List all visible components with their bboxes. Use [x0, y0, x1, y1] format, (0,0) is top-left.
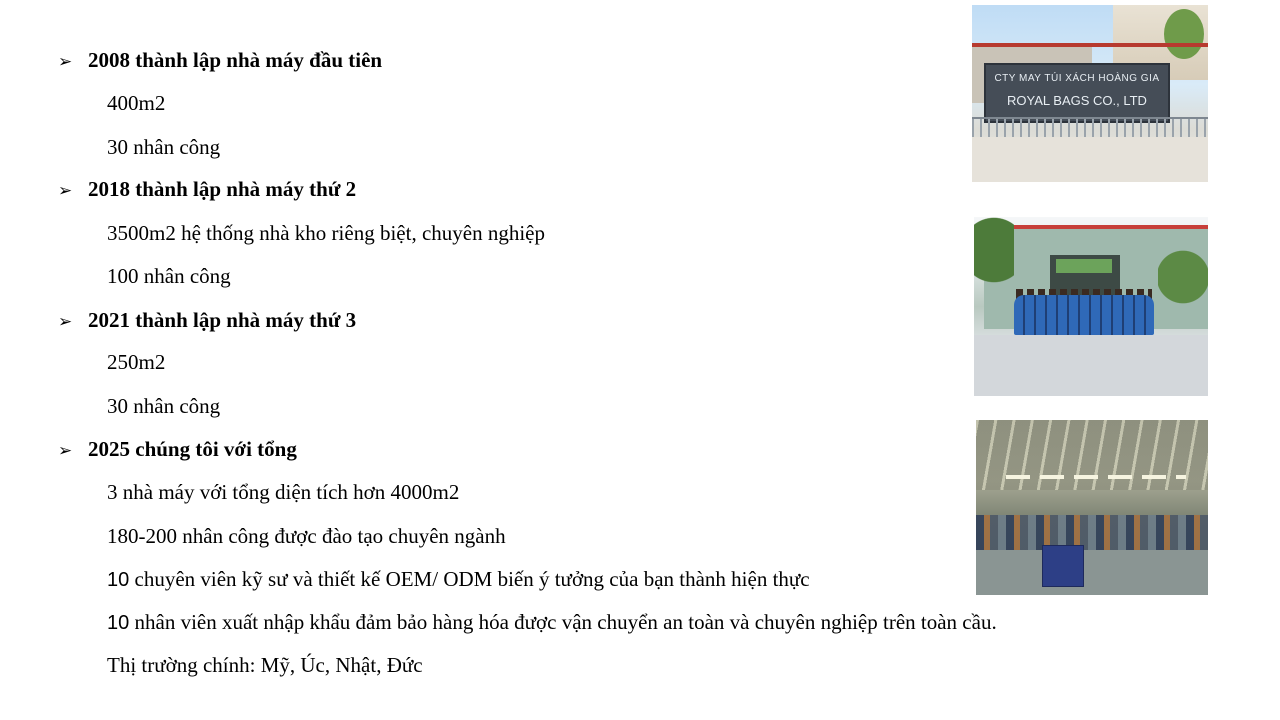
- list-item: 10 chuyên viên kỹ sư và thiết kế OEM/ ODM biến ý tưởng của bạn thành hiện thực: [107, 567, 810, 591]
- list-item: 400m2: [107, 91, 166, 115]
- arrow-bullet-icon: ➢: [58, 181, 73, 201]
- factory-interior-photo: [976, 420, 1208, 595]
- list-item: 30 nhân công: [107, 394, 221, 418]
- list-item: 30 nhân công: [107, 135, 221, 159]
- list-item: Thị trường chính: Mỹ, Úc, Nhật, Đức: [107, 653, 423, 677]
- company-sign: CTY MAY TÚI XÁCH HOÀNG GIA ROYAL BAGS CO., LTD: [984, 63, 1170, 123]
- factory-gate-photo: [972, 5, 1208, 182]
- list-item: 3 nhà máy với tổng diện tích hơn 4000m2: [107, 480, 460, 504]
- list-item: 180-200 nhân công được đào tạo chuyên ngành: [107, 524, 506, 548]
- list-item: 3500m2 hệ thống nhà kho riêng biệt, chuyên nghiệp: [107, 221, 545, 245]
- arrow-bullet-icon: ➢: [58, 312, 73, 332]
- section-heading-2021: ➢ 2021 thành lập nhà máy thứ 3: [58, 307, 356, 335]
- list-item: 100 nhân công: [107, 264, 231, 288]
- list-item: 250m2: [107, 350, 166, 374]
- section-heading-2018: ➢ 2018 thành lập nhà máy thứ 2: [58, 176, 356, 204]
- staff-group-photo: [974, 217, 1208, 396]
- section-heading-2008: ➢ 2008 thành lập nhà máy đầu tiên: [58, 47, 382, 75]
- arrow-bullet-icon: ➢: [58, 441, 73, 461]
- section-heading-2025: ➢ 2025 chúng tôi với tổng: [58, 436, 297, 464]
- arrow-bullet-icon: ➢: [58, 52, 73, 72]
- list-item: 10 nhân viên xuất nhập khẩu đảm bảo hàng hóa được vận chuyển an toàn và chuyên nghiệp trên toàn cầu.: [107, 610, 997, 634]
